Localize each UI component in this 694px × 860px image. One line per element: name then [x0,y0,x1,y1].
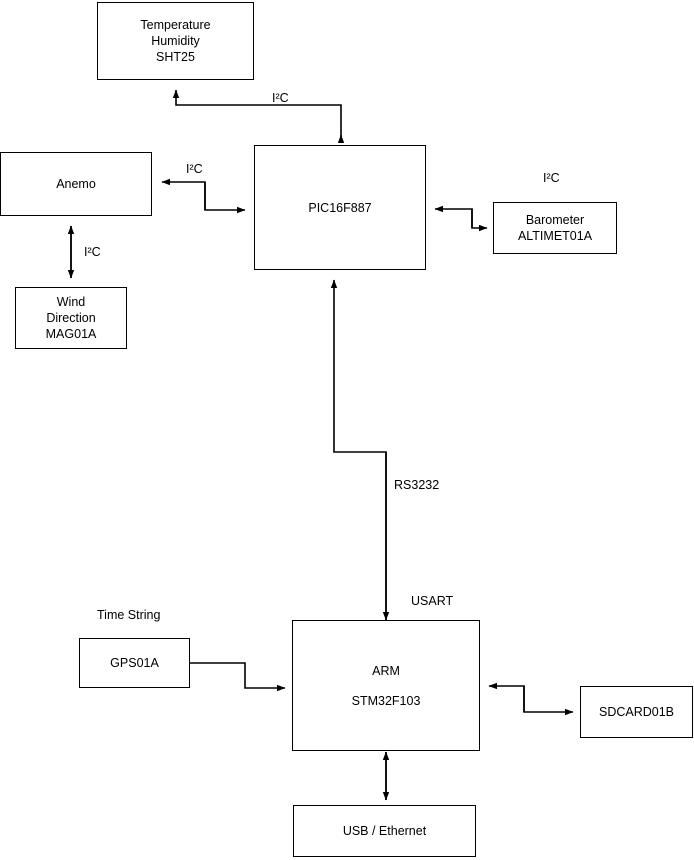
edge-label-i2c-winddir: I²C [84,245,101,259]
node-barometer[interactable] [493,202,617,254]
node-sdcard01b-label: SDCARD01B [598,705,675,719]
node-pic16f887[interactable] [254,145,426,270]
node-wind-direction[interactable] [15,287,127,349]
edge-label-rs3232: RS3232 [394,478,440,492]
connector-arm-to-pic [334,280,386,620]
connector-pic-barometer [435,209,487,228]
node-arm-line-2: STM32F103 [351,693,421,708]
node-usb-ethernet-label: USB / Ethernet [342,824,427,838]
edge-label-usart: USART [411,594,454,608]
edge-label-i2c-sht25: I²C [272,91,289,105]
node-wind-direction-line-3: MAG01A [45,327,97,341]
connector-anemo-pic [162,182,245,210]
node-arm-line-1: ARM [372,663,400,678]
node-sht25-line-3: SHT25 [156,50,195,64]
node-wind-direction-line-1: Wind [56,295,86,309]
node-gps01a[interactable] [79,638,190,688]
node-barometer-line-1: Barometer [525,213,585,227]
node-wind-direction-line-2: Direction [46,311,96,325]
edge-label-time-string: Time String [97,608,161,622]
connector-arm-sdcard [489,686,573,712]
node-anemo[interactable] [0,152,152,216]
connector-pic-to-sht25 [176,90,341,143]
node-sht25-line-1: Temperature [140,18,211,32]
node-gps01a-label: GPS01A [110,656,159,670]
node-sht25[interactable] [97,2,254,80]
node-usb-ethernet[interactable] [293,805,476,857]
connector-gps-to-arm [190,663,285,688]
edge-label-i2c-barometer: I²C [543,171,560,185]
node-sdcard01b[interactable] [580,686,693,738]
node-pic16f887-label: PIC16F887 [308,200,372,215]
node-anemo-label: Anemo [56,177,96,191]
edge-label-i2c-anemo: I²C [186,162,203,176]
node-barometer-line-2: ALTIMET01A [517,229,593,243]
node-arm-stm32f103[interactable] [292,620,480,751]
node-sht25-line-2: Humidity [151,34,200,48]
